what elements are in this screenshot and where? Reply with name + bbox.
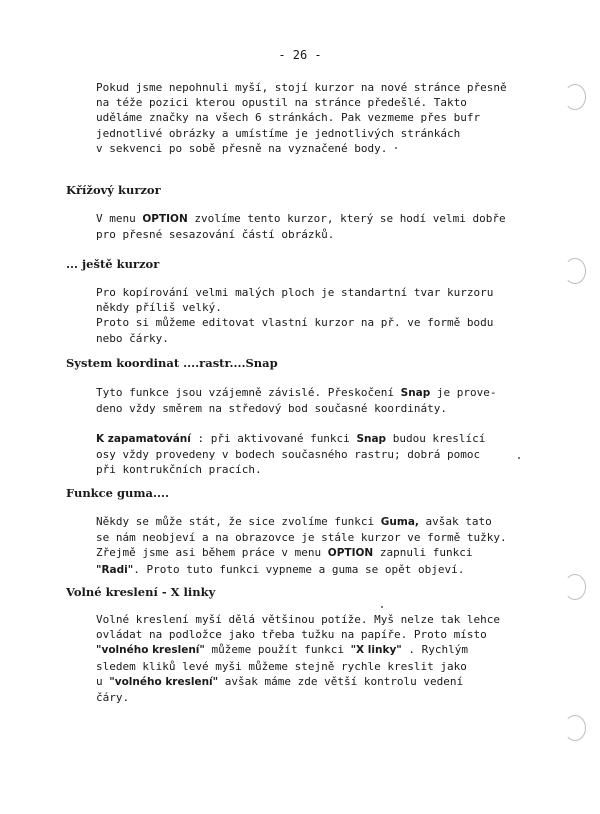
text-line: Někdy se může stát, že sice zvolíme funkci Guma, avšak tato bbox=[96, 515, 492, 528]
text-line: se nám neobjeví a na obrazovce je stále kurzor ve formě tužky. bbox=[96, 531, 507, 545]
punch-hole bbox=[564, 574, 586, 600]
scan-speck bbox=[381, 606, 383, 608]
text-line: při kontrukčních pracích. bbox=[96, 463, 262, 477]
text-line: ovládat na podložce jako třeba tužku na papíře. Proto místo bbox=[96, 628, 487, 642]
text-line: pro přesné sesazování částí obrázků. bbox=[96, 228, 335, 242]
guma-paragraph bbox=[96, 514, 514, 578]
text-line: nebo čárky. bbox=[96, 331, 169, 345]
text-line: "Radi". Proto tuto funkci vypneme a guma se opět objeví. bbox=[96, 562, 465, 576]
text-line: sledem kliků levé myši můžeme stejně rychle kreslit jako bbox=[96, 659, 467, 673]
text-line: Zřejmě jsme asi během práce v menu OPTION zapnuli funkci bbox=[96, 546, 473, 560]
punch-hole bbox=[564, 715, 586, 741]
text-line: na téže pozici kterou opustil na stránce předešlé. Takto bbox=[96, 96, 467, 110]
system-paragraph-2 bbox=[96, 431, 514, 478]
text-line: uděláme značky na všech 6 stránkách. Pak vezmeme přes bufr bbox=[96, 111, 481, 125]
scan-speck bbox=[518, 457, 520, 459]
scan-speck bbox=[395, 147, 397, 149]
punch-hole bbox=[564, 258, 586, 284]
volne-paragraph bbox=[96, 612, 514, 705]
text-line: Tyto funkce jsou vzájemně závislé. Přeskočení Snap je prove- bbox=[96, 386, 497, 399]
text-line: "volného kreslení" můžeme použít funkci "X linky" . Rychlým bbox=[96, 643, 469, 657]
text-line: v sekvenci po sobě přesně na vyznačené body. bbox=[96, 141, 388, 155]
intro-paragraph bbox=[96, 80, 514, 156]
krizovy-paragraph bbox=[96, 211, 514, 242]
heading-volne-kresleni: Volné kreslení - X linky bbox=[66, 585, 216, 599]
text-line: V menu OPTION zvolíme tento kurzor, který se hodí velmi dobře bbox=[96, 212, 506, 225]
text-line: Proto si můžeme editovat vlastní kurzor na př. ve formě bodu bbox=[96, 316, 494, 330]
page-number: - 26 - bbox=[278, 48, 322, 62]
heading-krizovy-kurzor: Křížový kurzor bbox=[66, 183, 161, 197]
text-line: čáry. bbox=[96, 691, 130, 705]
heading-system-koordinat: System koordinat ....rastr....Snap bbox=[66, 356, 278, 370]
text-line: deno vždy směrem na středový bod současné koordináty. bbox=[96, 402, 447, 416]
text-line: u "volného kreslení" avšak máme zde větší kontrolu vedení bbox=[96, 674, 464, 688]
text-line: Volné kreslení myší dělá většinou potíže. Myš nelze tak lehce bbox=[96, 613, 500, 626]
text-line: jednotlivé obrázky a umístíme je jednotlivých stránkách bbox=[96, 126, 461, 140]
punch-hole bbox=[564, 84, 586, 110]
text-line: Pokud jsme nepohnuli myší, stojí kurzor na nové stránce přesně bbox=[96, 81, 507, 94]
heading-jeste-kurzor: ... ještě kurzor bbox=[66, 257, 160, 271]
jeste-paragraph bbox=[96, 285, 514, 346]
system-paragraph-1 bbox=[96, 385, 514, 416]
text-line: někdy příliš velký. bbox=[96, 301, 222, 315]
heading-funkce-guma: Funkce guma.... bbox=[66, 486, 170, 500]
text-line: osy vždy provedeny v bodech současného rastru; dobrá pomoc bbox=[96, 448, 481, 462]
text-line: Pro kopírování velmi malých ploch je standartní tvar kurzoru bbox=[96, 286, 494, 299]
text-line: K zapamatování : při aktivované funkci Snap budou kreslící bbox=[96, 432, 486, 445]
